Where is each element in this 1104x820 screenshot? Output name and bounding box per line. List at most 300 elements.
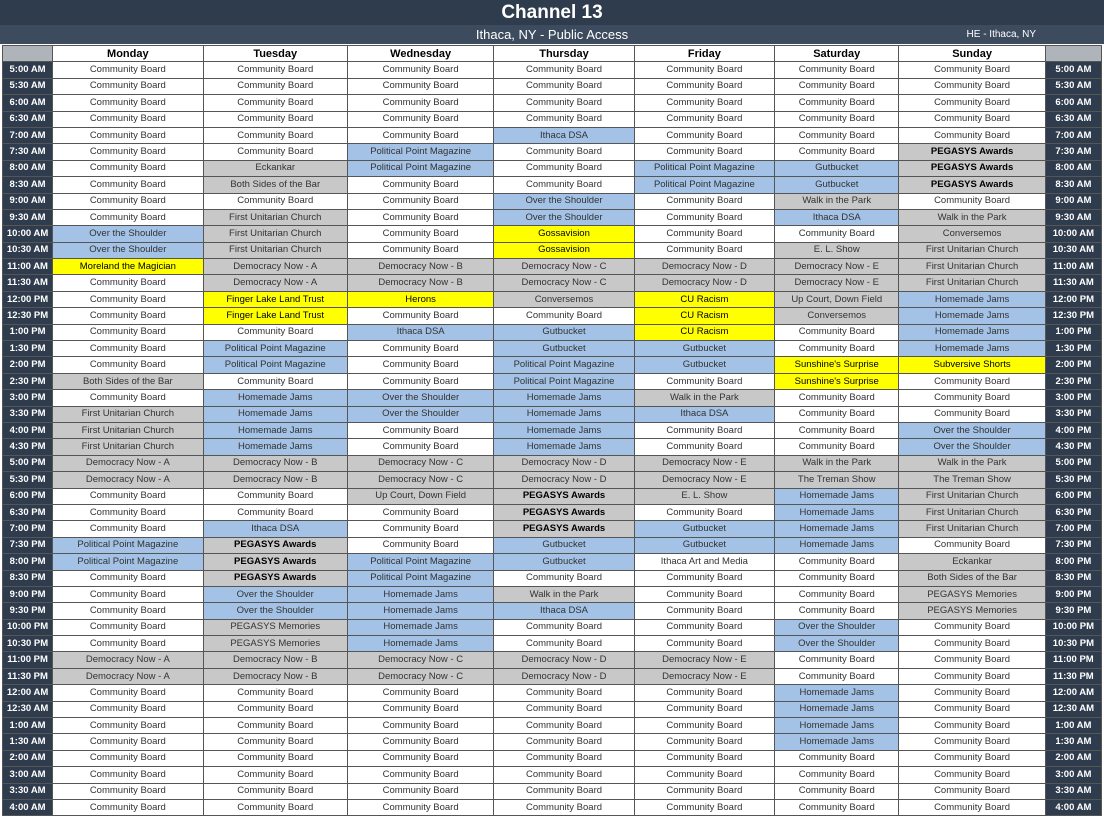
program-cell: Community Board bbox=[203, 685, 347, 701]
program-cell: Community Board bbox=[347, 95, 493, 111]
program-cell: First Unitarian Church bbox=[53, 406, 203, 422]
program-cell: Community Board bbox=[494, 62, 634, 78]
program-cell: Community Board bbox=[899, 701, 1045, 717]
time-label: 8:30 AM bbox=[3, 177, 53, 193]
time-label: 5:30 AM bbox=[3, 78, 53, 94]
time-slot-row bbox=[3, 783, 1102, 799]
time-slot-row bbox=[3, 701, 1102, 717]
time-slot-row bbox=[3, 750, 1102, 766]
program-cell: Over the Shoulder bbox=[203, 603, 347, 619]
program-cell: Democracy Now - B bbox=[203, 668, 347, 684]
time-slot-row bbox=[3, 636, 1102, 652]
program-cell: Homemade Jams bbox=[775, 701, 899, 717]
program-cell: Walk in the Park bbox=[494, 586, 634, 602]
program-cell: Both Sides of the Bar bbox=[203, 177, 347, 193]
time-slot-row bbox=[3, 127, 1102, 143]
program-cell: Community Board bbox=[53, 783, 203, 799]
program-cell: Community Board bbox=[775, 767, 899, 783]
time-label: 11:30 AM bbox=[3, 275, 53, 291]
program-cell: Democracy Now - A bbox=[203, 275, 347, 291]
time-label: 4:30 PM bbox=[3, 439, 53, 455]
time-label: 11:00 AM bbox=[3, 259, 53, 275]
program-cell: Community Board bbox=[899, 718, 1045, 734]
time-label: 2:00 AM bbox=[1045, 750, 1101, 766]
subtitle: Ithaca, NY - Public Access bbox=[475, 27, 629, 42]
program-cell: PEGASYS Awards bbox=[899, 144, 1045, 160]
program-cell: Ithaca DSA bbox=[634, 406, 774, 422]
time-label: 2:00 PM bbox=[3, 357, 53, 373]
program-cell: Community Board bbox=[347, 504, 493, 520]
program-cell: Over the Shoulder bbox=[899, 439, 1045, 455]
program-cell: Community Board bbox=[203, 78, 347, 94]
program-cell: Gutbucket bbox=[494, 554, 634, 570]
program-cell: Community Board bbox=[775, 570, 899, 586]
program-cell: Homemade Jams bbox=[203, 422, 347, 438]
program-cell: Community Board bbox=[53, 357, 203, 373]
program-cell: Community Board bbox=[203, 127, 347, 143]
time-label: 5:30 AM bbox=[1045, 78, 1101, 94]
program-cell: The Treman Show bbox=[775, 472, 899, 488]
time-label: 7:30 AM bbox=[1045, 144, 1101, 160]
program-cell: Democracy Now - D bbox=[494, 455, 634, 471]
time-label: 1:00 AM bbox=[1045, 718, 1101, 734]
program-cell: Community Board bbox=[775, 586, 899, 602]
time-slot-row bbox=[3, 455, 1102, 471]
program-cell: Community Board bbox=[347, 422, 493, 438]
time-slot-row bbox=[3, 111, 1102, 127]
program-cell: Community Board bbox=[53, 488, 203, 504]
time-label: 5:00 AM bbox=[3, 62, 53, 78]
program-cell: Community Board bbox=[203, 718, 347, 734]
time-label: 8:30 AM bbox=[1045, 177, 1101, 193]
program-cell: Homemade Jams bbox=[775, 718, 899, 734]
program-cell: Community Board bbox=[53, 144, 203, 160]
time-label: 4:00 AM bbox=[1045, 799, 1101, 815]
program-cell: Community Board bbox=[899, 537, 1045, 553]
program-cell: Community Board bbox=[494, 308, 634, 324]
program-cell: Community Board bbox=[53, 127, 203, 143]
program-cell: Community Board bbox=[775, 324, 899, 340]
program-cell: Democracy Now - D bbox=[494, 652, 634, 668]
program-cell: Walk in the Park bbox=[634, 390, 774, 406]
program-cell: Community Board bbox=[494, 95, 634, 111]
program-cell: Community Board bbox=[775, 750, 899, 766]
time-label: 7:30 PM bbox=[1045, 537, 1101, 553]
time-label: 10:30 PM bbox=[1045, 636, 1101, 652]
program-cell: Community Board bbox=[347, 799, 493, 815]
time-label: 10:30 AM bbox=[3, 242, 53, 258]
program-cell: Community Board bbox=[494, 111, 634, 127]
program-cell: Political Point Magazine bbox=[347, 554, 493, 570]
program-cell: Community Board bbox=[634, 439, 774, 455]
program-cell: Community Board bbox=[494, 570, 634, 586]
program-cell: Community Board bbox=[203, 144, 347, 160]
program-cell: Community Board bbox=[203, 62, 347, 78]
program-cell: Homemade Jams bbox=[347, 636, 493, 652]
program-cell: Homemade Jams bbox=[775, 537, 899, 553]
time-label: 11:30 PM bbox=[3, 668, 53, 684]
time-slot-row bbox=[3, 767, 1102, 783]
time-label: 5:30 PM bbox=[3, 472, 53, 488]
program-cell: Community Board bbox=[775, 95, 899, 111]
subtitle-bar bbox=[0, 25, 1104, 44]
time-slot-row bbox=[3, 324, 1102, 340]
program-cell: Community Board bbox=[494, 144, 634, 160]
time-slot-row bbox=[3, 160, 1102, 176]
time-label: 10:30 PM bbox=[3, 636, 53, 652]
program-cell: Gossavision bbox=[494, 242, 634, 258]
program-cell: Community Board bbox=[494, 619, 634, 635]
program-cell: Community Board bbox=[347, 177, 493, 193]
program-cell: Community Board bbox=[775, 439, 899, 455]
time-slot-row bbox=[3, 554, 1102, 570]
program-cell: PEGASYS Awards bbox=[494, 488, 634, 504]
time-label: 12:30 AM bbox=[1045, 701, 1101, 717]
program-cell: Over the Shoulder bbox=[775, 636, 899, 652]
time-label: 5:30 PM bbox=[1045, 472, 1101, 488]
program-cell: Gutbucket bbox=[634, 341, 774, 357]
time-slot-row bbox=[3, 78, 1102, 94]
program-cell: Community Board bbox=[775, 226, 899, 242]
program-cell: Homemade Jams bbox=[494, 390, 634, 406]
time-label: 11:30 PM bbox=[1045, 668, 1101, 684]
program-cell: Community Board bbox=[347, 701, 493, 717]
time-label: 8:00 AM bbox=[3, 160, 53, 176]
program-cell: Homemade Jams bbox=[347, 619, 493, 635]
program-cell: Homemade Jams bbox=[899, 308, 1045, 324]
program-cell: Finger Lake Land Trust bbox=[203, 308, 347, 324]
program-cell: Homemade Jams bbox=[775, 685, 899, 701]
program-cell: Democracy Now - C bbox=[494, 275, 634, 291]
program-cell: Community Board bbox=[203, 488, 347, 504]
program-cell: Ithaca DSA bbox=[203, 521, 347, 537]
program-cell: Community Board bbox=[634, 636, 774, 652]
time-label: 6:00 AM bbox=[1045, 95, 1101, 111]
program-cell: Community Board bbox=[347, 111, 493, 127]
program-cell: Finger Lake Land Trust bbox=[203, 291, 347, 307]
program-cell: Community Board bbox=[775, 652, 899, 668]
program-cell: Ithaca Art and Media bbox=[634, 554, 774, 570]
program-cell: Community Board bbox=[494, 685, 634, 701]
program-cell: PEGASYS Memories bbox=[899, 586, 1045, 602]
program-cell: Community Board bbox=[347, 685, 493, 701]
time-slot-row bbox=[3, 193, 1102, 209]
time-label: 6:30 PM bbox=[1045, 504, 1101, 520]
program-cell: Ithaca DSA bbox=[494, 127, 634, 143]
program-cell: Community Board bbox=[634, 603, 774, 619]
time-label: 3:00 AM bbox=[3, 767, 53, 783]
time-slot-row bbox=[3, 488, 1102, 504]
program-cell: Gutbucket bbox=[634, 357, 774, 373]
program-cell: Community Board bbox=[494, 750, 634, 766]
time-slot-row bbox=[3, 799, 1102, 815]
program-cell: Community Board bbox=[634, 209, 774, 225]
time-slot-row bbox=[3, 308, 1102, 324]
program-cell: Homemade Jams bbox=[494, 439, 634, 455]
program-cell: PEGASYS Awards bbox=[203, 537, 347, 553]
program-cell: Democracy Now - E bbox=[634, 652, 774, 668]
program-cell: Community Board bbox=[53, 341, 203, 357]
program-cell: Homemade Jams bbox=[203, 439, 347, 455]
program-cell: Gutbucket bbox=[775, 160, 899, 176]
day-header: Saturday bbox=[775, 46, 899, 62]
time-label: 3:00 PM bbox=[1045, 390, 1101, 406]
day-header: Tuesday bbox=[203, 46, 347, 62]
time-label: 6:30 AM bbox=[3, 111, 53, 127]
time-slot-row bbox=[3, 422, 1102, 438]
program-cell: Community Board bbox=[899, 652, 1045, 668]
program-cell: Community Board bbox=[899, 783, 1045, 799]
program-cell: Democracy Now - B bbox=[347, 275, 493, 291]
time-slot-row bbox=[3, 685, 1102, 701]
program-cell: First Unitarian Church bbox=[899, 488, 1045, 504]
program-cell: Walk in the Park bbox=[899, 455, 1045, 471]
program-cell: Community Board bbox=[775, 422, 899, 438]
program-cell: Community Board bbox=[634, 422, 774, 438]
program-cell: Community Board bbox=[634, 767, 774, 783]
program-cell: Community Board bbox=[775, 62, 899, 78]
program-cell: Political Point Magazine bbox=[494, 357, 634, 373]
program-cell: Conversemos bbox=[775, 308, 899, 324]
program-cell: Over the Shoulder bbox=[775, 619, 899, 635]
time-label: 10:00 AM bbox=[3, 226, 53, 242]
program-cell: Homemade Jams bbox=[899, 341, 1045, 357]
program-cell: Over the Shoulder bbox=[53, 242, 203, 258]
program-cell: Community Board bbox=[53, 177, 203, 193]
time-slot-row bbox=[3, 603, 1102, 619]
program-cell: Community Board bbox=[53, 390, 203, 406]
program-cell: Ithaca DSA bbox=[775, 209, 899, 225]
program-cell: Community Board bbox=[634, 619, 774, 635]
time-label: 10:00 PM bbox=[3, 619, 53, 635]
time-label: 12:00 AM bbox=[3, 685, 53, 701]
program-cell: Community Board bbox=[634, 701, 774, 717]
program-cell: Community Board bbox=[899, 750, 1045, 766]
program-cell: Community Board bbox=[347, 209, 493, 225]
time-label: 7:30 AM bbox=[3, 144, 53, 160]
time-slot-row bbox=[3, 209, 1102, 225]
time-label: 6:00 PM bbox=[3, 488, 53, 504]
time-slot-row bbox=[3, 341, 1102, 357]
program-cell: Community Board bbox=[347, 308, 493, 324]
program-cell: Community Board bbox=[899, 636, 1045, 652]
program-cell: Community Board bbox=[53, 291, 203, 307]
program-cell: Community Board bbox=[899, 767, 1045, 783]
program-cell: Community Board bbox=[347, 373, 493, 389]
program-cell: Eckankar bbox=[203, 160, 347, 176]
program-cell: First Unitarian Church bbox=[899, 259, 1045, 275]
program-cell: Community Board bbox=[203, 504, 347, 520]
time-label: 3:00 AM bbox=[1045, 767, 1101, 783]
time-slot-row bbox=[3, 95, 1102, 111]
program-cell: Community Board bbox=[347, 439, 493, 455]
program-cell: Gossavision bbox=[494, 226, 634, 242]
program-cell: Community Board bbox=[347, 226, 493, 242]
program-cell: Community Board bbox=[53, 799, 203, 815]
time-slot-row bbox=[3, 570, 1102, 586]
time-label: 5:00 PM bbox=[3, 455, 53, 471]
program-cell: Community Board bbox=[494, 783, 634, 799]
program-cell: Community Board bbox=[347, 767, 493, 783]
program-cell: Walk in the Park bbox=[775, 193, 899, 209]
program-cell: Democracy Now - C bbox=[347, 455, 493, 471]
program-cell: Community Board bbox=[53, 521, 203, 537]
time-label: 8:30 PM bbox=[3, 570, 53, 586]
program-cell: Community Board bbox=[347, 357, 493, 373]
program-cell: Community Board bbox=[53, 586, 203, 602]
time-slot-row bbox=[3, 619, 1102, 635]
corner-cell bbox=[1045, 46, 1101, 62]
program-cell: Community Board bbox=[634, 586, 774, 602]
program-cell: PEGASYS Awards bbox=[203, 570, 347, 586]
program-cell: Community Board bbox=[899, 95, 1045, 111]
program-cell: Community Board bbox=[775, 554, 899, 570]
program-cell: Community Board bbox=[347, 78, 493, 94]
program-cell: Community Board bbox=[347, 750, 493, 766]
time-slot-row bbox=[3, 390, 1102, 406]
program-cell: Community Board bbox=[634, 783, 774, 799]
time-slot-row bbox=[3, 439, 1102, 455]
program-cell: E. L. Show bbox=[775, 242, 899, 258]
day-header-row bbox=[3, 46, 1102, 62]
program-cell: Community Board bbox=[53, 685, 203, 701]
time-label: 11:00 PM bbox=[1045, 652, 1101, 668]
time-slot-row bbox=[3, 668, 1102, 684]
program-cell: Over the Shoulder bbox=[53, 226, 203, 242]
program-cell: Community Board bbox=[347, 783, 493, 799]
program-cell: Democracy Now - E bbox=[634, 472, 774, 488]
time-label: 9:00 AM bbox=[1045, 193, 1101, 209]
time-label: 10:00 PM bbox=[1045, 619, 1101, 635]
program-cell: Community Board bbox=[347, 718, 493, 734]
day-header: Friday bbox=[634, 46, 774, 62]
time-label: 6:00 AM bbox=[3, 95, 53, 111]
time-label: 1:30 AM bbox=[1045, 734, 1101, 750]
program-cell: Homemade Jams bbox=[494, 406, 634, 422]
program-cell: Political Point Magazine bbox=[203, 341, 347, 357]
program-cell: Homemade Jams bbox=[347, 603, 493, 619]
program-cell: Homemade Jams bbox=[899, 291, 1045, 307]
time-slot-row bbox=[3, 177, 1102, 193]
time-label: 7:00 PM bbox=[3, 521, 53, 537]
program-cell: Community Board bbox=[775, 144, 899, 160]
program-cell: First Unitarian Church bbox=[203, 209, 347, 225]
program-cell: Over the Shoulder bbox=[494, 209, 634, 225]
program-cell: Community Board bbox=[347, 537, 493, 553]
program-cell: Both Sides of the Bar bbox=[899, 570, 1045, 586]
program-cell: Political Point Magazine bbox=[347, 570, 493, 586]
program-cell: Community Board bbox=[899, 734, 1045, 750]
program-cell: Over the Shoulder bbox=[347, 390, 493, 406]
day-header: Thursday bbox=[494, 46, 634, 62]
time-label: 10:30 AM bbox=[1045, 242, 1101, 258]
program-cell: Community Board bbox=[775, 341, 899, 357]
program-cell: Democracy Now - C bbox=[494, 259, 634, 275]
program-cell: Homemade Jams bbox=[203, 406, 347, 422]
program-cell: Community Board bbox=[494, 177, 634, 193]
program-cell: Community Board bbox=[634, 570, 774, 586]
program-cell: Community Board bbox=[494, 78, 634, 94]
time-label: 11:00 AM bbox=[1045, 259, 1101, 275]
program-cell: Eckankar bbox=[899, 554, 1045, 570]
program-cell: Community Board bbox=[899, 111, 1045, 127]
time-slot-row bbox=[3, 521, 1102, 537]
program-cell: Community Board bbox=[53, 193, 203, 209]
time-slot-row bbox=[3, 62, 1102, 78]
program-cell: Community Board bbox=[899, 127, 1045, 143]
time-label: 4:30 PM bbox=[1045, 439, 1101, 455]
time-label: 3:30 AM bbox=[3, 783, 53, 799]
program-cell: Community Board bbox=[634, 111, 774, 127]
program-cell: Political Point Magazine bbox=[634, 177, 774, 193]
program-cell: Democracy Now - E bbox=[775, 275, 899, 291]
program-cell: Community Board bbox=[899, 78, 1045, 94]
program-cell: Gutbucket bbox=[494, 341, 634, 357]
program-cell: Community Board bbox=[494, 734, 634, 750]
program-cell: Ithaca DSA bbox=[494, 603, 634, 619]
page-title: Channel 13 bbox=[0, 0, 1104, 25]
program-cell: Up Court, Down Field bbox=[775, 291, 899, 307]
schedule-grid bbox=[2, 45, 1102, 816]
program-cell: Democracy Now - C bbox=[347, 652, 493, 668]
program-cell: Community Board bbox=[634, 144, 774, 160]
program-cell: Community Board bbox=[634, 373, 774, 389]
program-cell: Conversemos bbox=[899, 226, 1045, 242]
program-cell: Community Board bbox=[203, 799, 347, 815]
time-label: 1:00 AM bbox=[3, 718, 53, 734]
program-cell: Community Board bbox=[203, 111, 347, 127]
program-cell: Gutbucket bbox=[775, 177, 899, 193]
program-cell: Democracy Now - D bbox=[634, 259, 774, 275]
program-cell: CU Racism bbox=[634, 291, 774, 307]
program-cell: Homemade Jams bbox=[775, 521, 899, 537]
program-cell: Democracy Now - A bbox=[53, 668, 203, 684]
program-cell: Community Board bbox=[899, 373, 1045, 389]
time-label: 6:30 AM bbox=[1045, 111, 1101, 127]
time-label: 3:30 PM bbox=[1045, 406, 1101, 422]
time-label: 5:00 AM bbox=[1045, 62, 1101, 78]
program-cell: Community Board bbox=[203, 193, 347, 209]
time-label: 7:30 PM bbox=[3, 537, 53, 553]
program-cell: Community Board bbox=[53, 734, 203, 750]
time-label: 2:30 PM bbox=[3, 373, 53, 389]
program-cell: Homemade Jams bbox=[775, 734, 899, 750]
program-cell: Community Board bbox=[634, 193, 774, 209]
program-cell: Community Board bbox=[899, 668, 1045, 684]
program-cell: Over the Shoulder bbox=[899, 422, 1045, 438]
program-cell: Up Court, Down Field bbox=[347, 488, 493, 504]
program-cell: Conversemos bbox=[494, 291, 634, 307]
time-label: 10:00 AM bbox=[1045, 226, 1101, 242]
program-cell: Community Board bbox=[53, 767, 203, 783]
time-label: 12:00 AM bbox=[1045, 685, 1101, 701]
time-slot-row bbox=[3, 718, 1102, 734]
time-label: 8:00 PM bbox=[1045, 554, 1101, 570]
time-label: 4:00 PM bbox=[1045, 422, 1101, 438]
program-cell: Sunshine's Surprise bbox=[775, 357, 899, 373]
program-cell: Community Board bbox=[634, 734, 774, 750]
program-cell: Community Board bbox=[203, 95, 347, 111]
program-cell: PEGASYS Awards bbox=[899, 160, 1045, 176]
time-slot-row bbox=[3, 734, 1102, 750]
program-cell: Community Board bbox=[53, 603, 203, 619]
program-cell: Political Point Magazine bbox=[347, 160, 493, 176]
time-label: 8:00 AM bbox=[1045, 160, 1101, 176]
program-cell: Community Board bbox=[347, 62, 493, 78]
time-label: 6:30 PM bbox=[3, 504, 53, 520]
program-cell: Walk in the Park bbox=[899, 209, 1045, 225]
program-cell: Community Board bbox=[634, 750, 774, 766]
